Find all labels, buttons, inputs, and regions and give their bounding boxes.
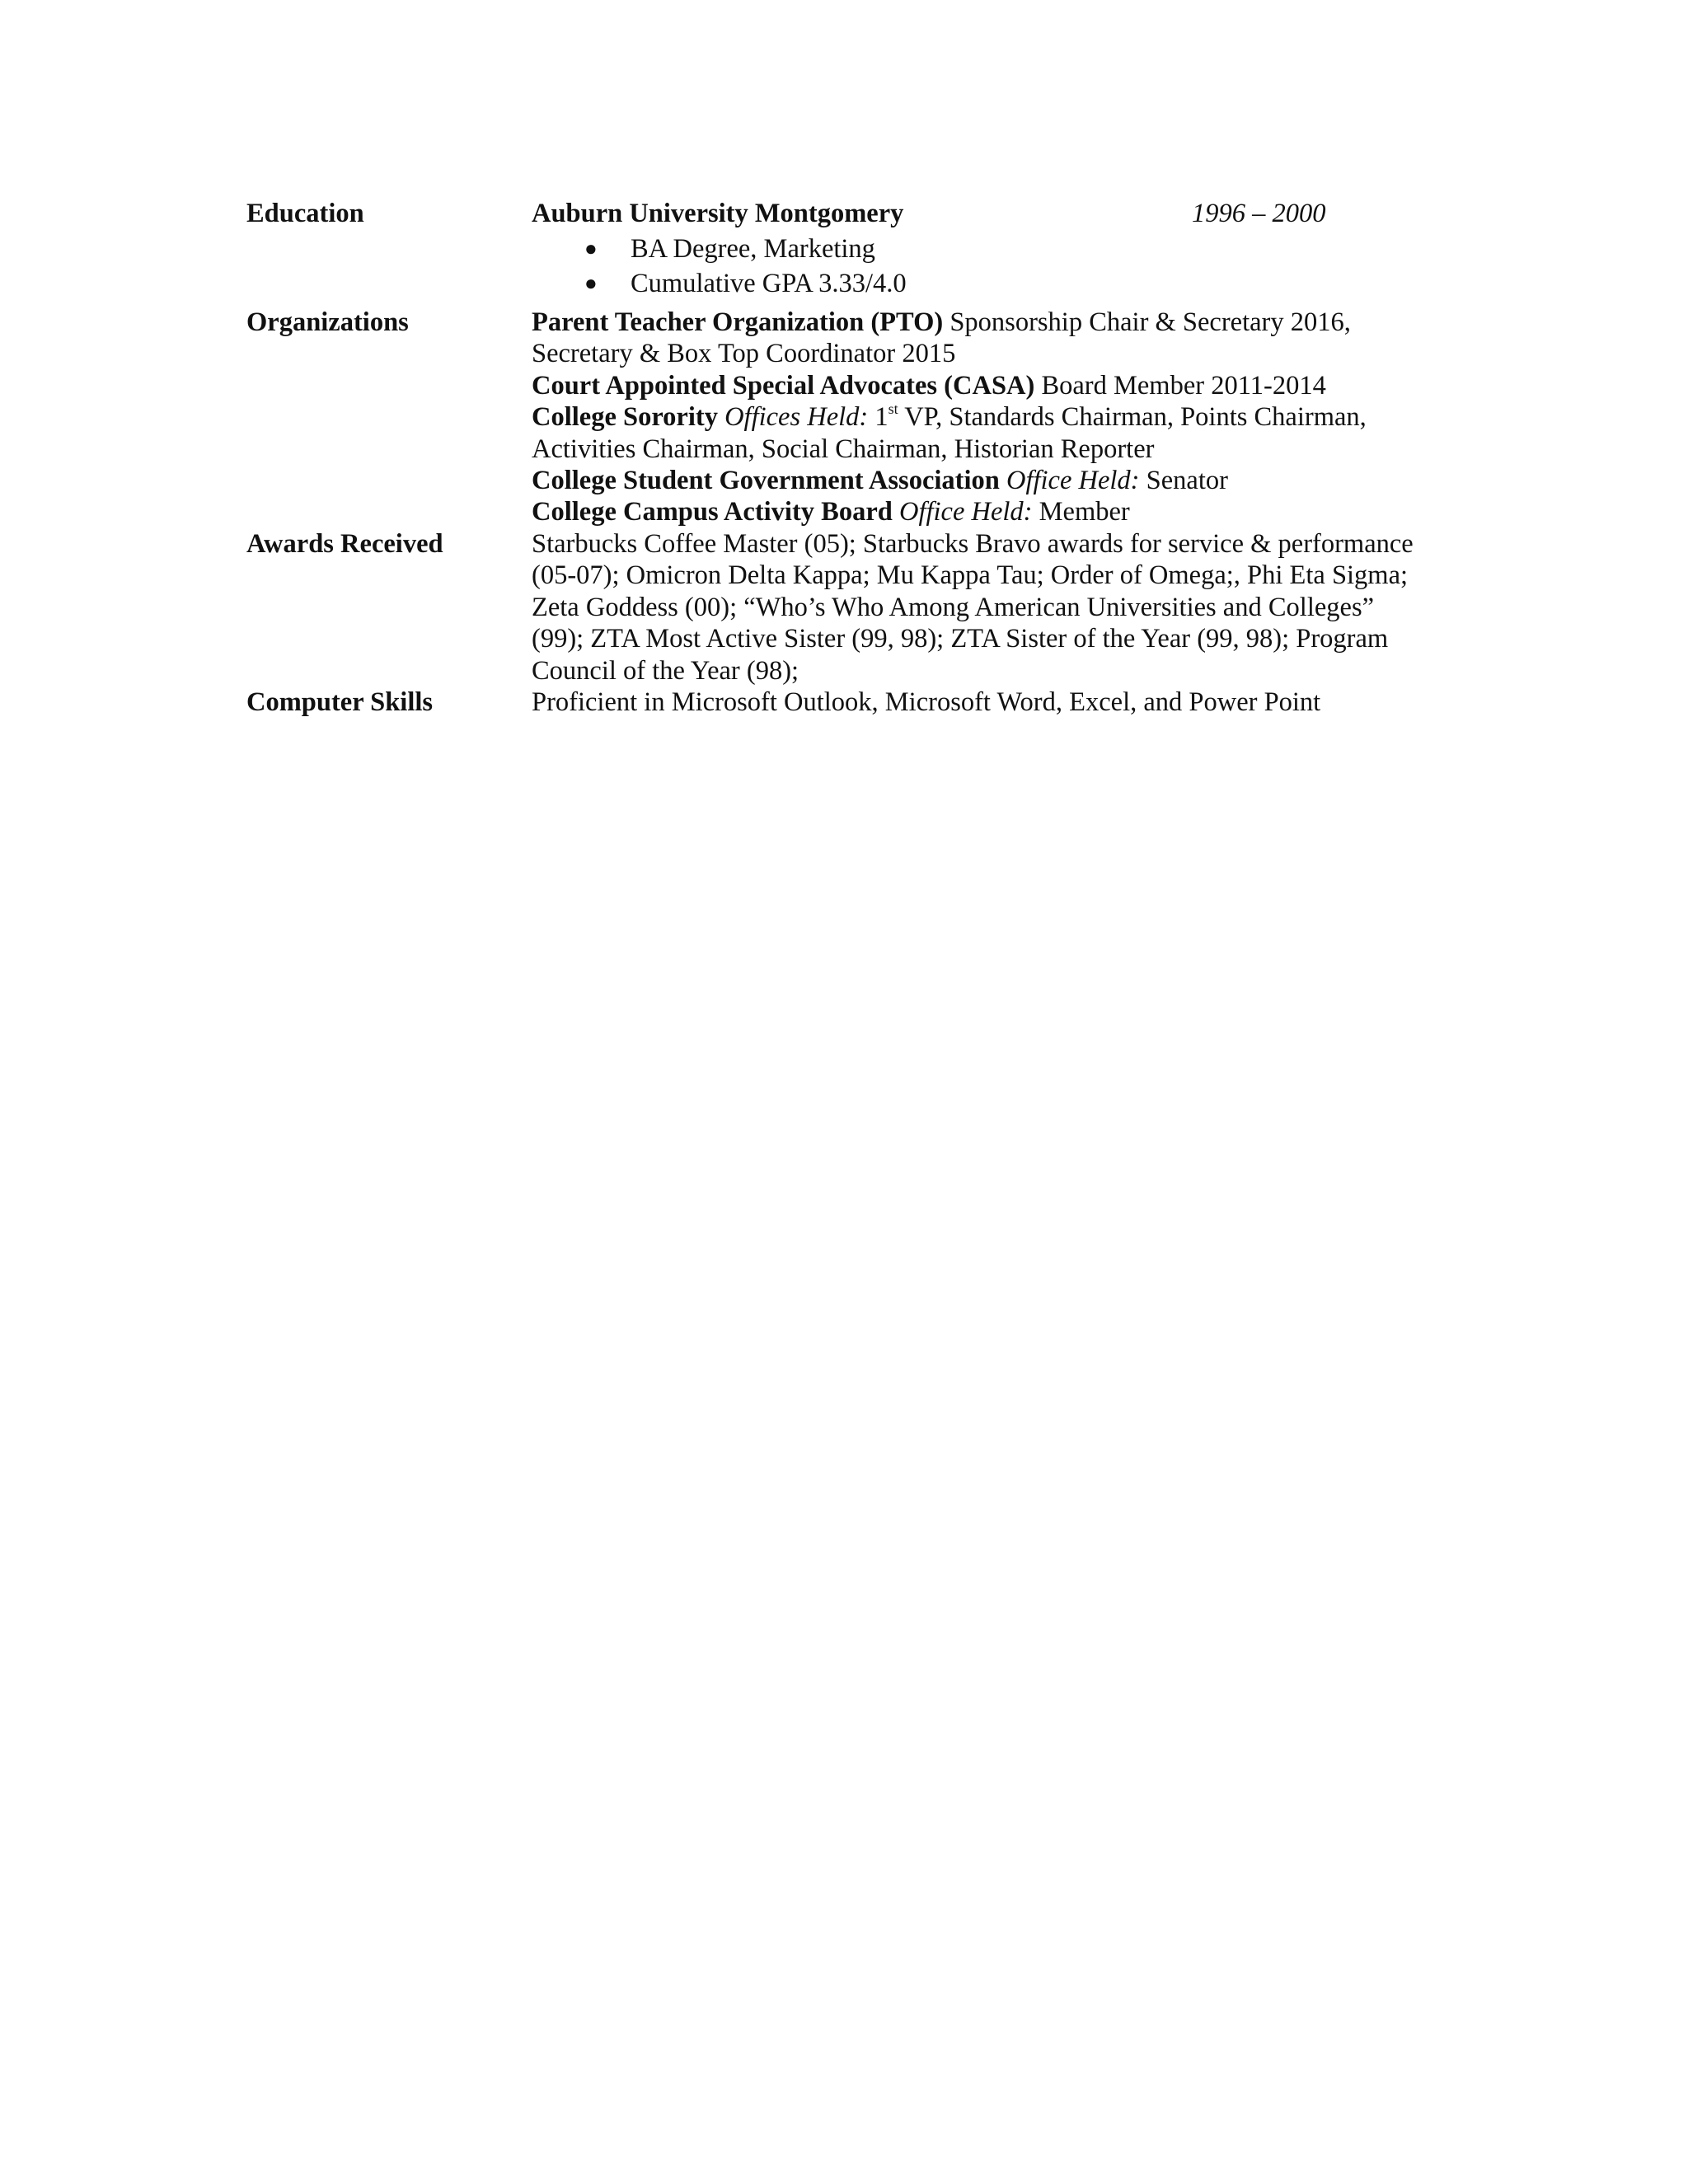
org-name: Parent Teacher Organization (PTO) xyxy=(532,307,944,337)
computer-skills-content xyxy=(532,687,1447,718)
org-entry-casa xyxy=(532,370,1447,401)
school-name: Auburn University Montgomery xyxy=(532,199,904,228)
awards-line: (05-07); Omicron Delta Kappa; Mu Kappa Tau; Order of Omega;, Phi Eta Sigma; xyxy=(532,560,1409,591)
org-name: College Student Government Association xyxy=(532,466,1000,496)
education-bullet-list xyxy=(532,232,1447,301)
office-label: Office Held: xyxy=(892,497,1033,527)
org-name: College Sorority xyxy=(532,402,718,433)
org-entry-sorority xyxy=(532,401,1447,433)
computer-skills-heading: Computer Skills xyxy=(246,687,434,717)
awards-content xyxy=(532,528,1447,687)
list-item xyxy=(532,232,1447,266)
computer-skills-text: Proficient in Microsoft Outlook, Microsoft Word, Excel, and Power Point xyxy=(532,687,1321,717)
awards-heading: Awards Received xyxy=(246,529,443,559)
bullet-icon: ● xyxy=(584,237,598,261)
organizations-content xyxy=(532,307,1447,528)
awards-line: Starbucks Coffee Master (05); Starbucks Bravo awards for service & performance xyxy=(532,529,1414,559)
org-detail: VP, Standards Chairman, Points Chairman, xyxy=(898,402,1367,433)
org-entry-sga xyxy=(532,465,1447,496)
education-dates: 1996 – 2000 xyxy=(1192,199,1326,228)
bullet-icon: ● xyxy=(584,271,598,296)
offices-label: Offices Held: xyxy=(717,402,869,433)
degree-text: BA Degree, Marketing xyxy=(631,234,875,265)
org-entry-pto xyxy=(532,307,1447,338)
org-detail-continued: Activities Chairman, Social Chairman, Historian Reporter xyxy=(532,434,1155,464)
org-name: College Campus Activity Board xyxy=(532,497,893,527)
org-detail: Senator xyxy=(1139,466,1228,496)
org-entry-cab xyxy=(532,496,1447,527)
awards-line: Zeta Goddess (00); “Who’s Who Among American Universities and Colleges” xyxy=(532,592,1375,622)
education-heading: Education xyxy=(246,199,364,228)
office-label: Office Held: xyxy=(999,466,1140,496)
awards-line: (99); ZTA Most Active Sister (99, 98); ZTA Sister of the Year (99, 98); Program xyxy=(532,624,1389,654)
ordinal-suffix: st xyxy=(888,401,898,418)
org-detail: Member xyxy=(1032,497,1130,527)
list-item xyxy=(532,266,1447,301)
ordinal-number: 1 xyxy=(868,402,889,433)
gpa-text: Cumulative GPA 3.33/4.0 xyxy=(631,269,907,299)
org-detail: Board Member 2011-2014 xyxy=(1034,370,1326,401)
org-detail: Sponsorship Chair & Secretary 2016, xyxy=(943,307,1351,337)
org-detail-continued: Secretary & Box Top Coordinator 2015 xyxy=(532,339,956,369)
awards-line: Council of the Year (98); xyxy=(532,655,799,686)
org-name: Court Appointed Special Advocates (CASA) xyxy=(532,370,1035,401)
organizations-heading: Organizations xyxy=(246,307,409,337)
